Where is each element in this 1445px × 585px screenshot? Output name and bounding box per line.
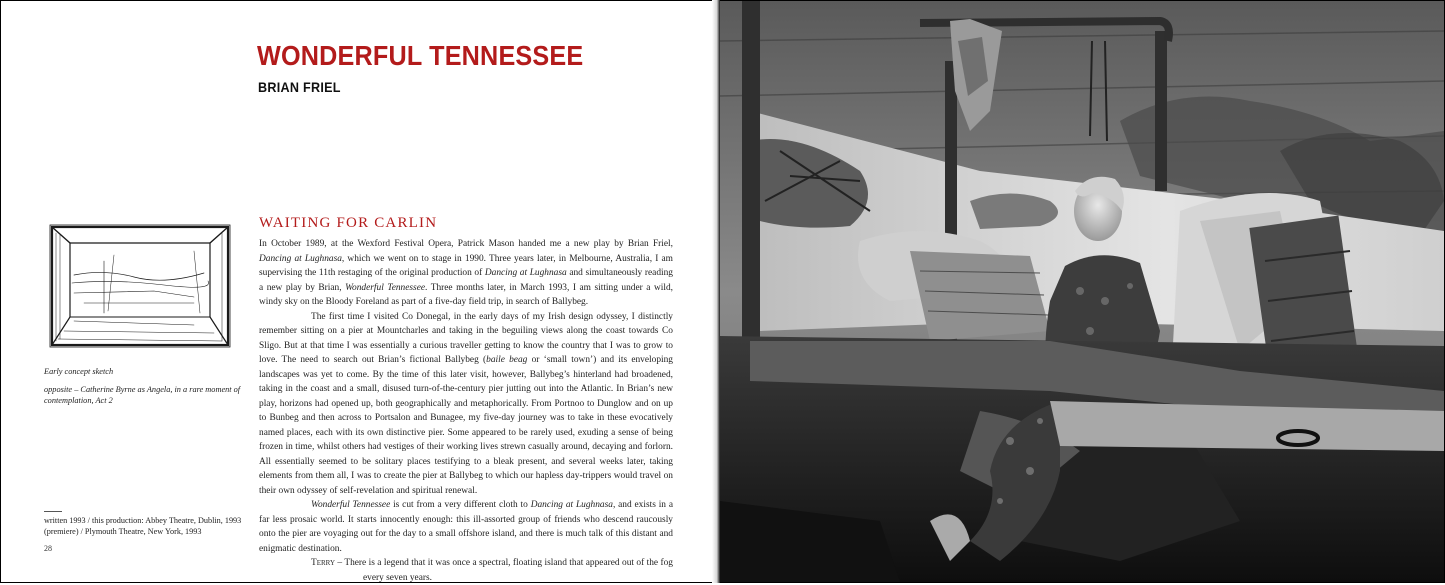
section-heading: WAITING FOR CARLIN (259, 215, 438, 231)
photo-caption: opposite – Catherine Byrne as Angela, in a rare moment of contemplation, Act 2 (44, 385, 241, 405)
text-run: In October 1989, at the Wexford Festival Opera, Patrick Mason handed me a new play by Brian Friel, (259, 239, 673, 249)
quote-text: – There is a legend that it was once a spectral, floating island that appeared out of the fog every seven years. (335, 558, 673, 583)
text-run: or ‘small town’) and its enveloping landscapes was yet to come. By the time of this later visit, however, Ballybeg’s hinterland had broadened, taking in the coast and a small, disused turn-of-the-century pier jutting out into the Atlantic. In Brian’s new play, horizons had opened up, both geographically and metaphorically. From Portnoo to Dunglow and on up to Bunbeg and then across to Portsalon and Bunagee, my five-day journey was to take in these evocatively named places, each with its own distinctive pier. Some appeared to be rarely used, exuding a sense of being frozen in time, whilst others had vestiges of their working lives strewn casually around, decaying and forlorn. All essentially seemed to be solitary places testifying to a bleak present, and several weeks later, taking elements from them all, I was to create the pier at Ballybeg to which our hapless day-trippers would travel on their own odyssey of self-revelation and spiritual renewal. (259, 355, 673, 496)
body-text (259, 237, 673, 585)
text-run: , which we went on to stage in 1990. Three years later, in Melbourne, Australia, I am supervising the 11th restaging of the original production of (259, 253, 673, 278)
quote-speaker: Terry (311, 558, 336, 568)
text-run: The first time I visited Co Donegal, in the early days of my Irish design odyssey, I distinctly remember sitting on a pier at Mountcharles and taking in the beguiling views along the coast towards Co Sligo. But at that time I was essentially a curious traveller getting to know the country that I was to grow to love. The need to search out Brian’s fictional Ballybeg ( (259, 311, 673, 365)
text-run: . Three months later, in March 1993, I am sitting under a wild, windy sky on the Bloody Foreland as part of a five-day field trip, in search of Ballybeg. (259, 282, 674, 307)
footnote-rule (44, 511, 62, 512)
paragraph-3 (259, 498, 673, 556)
italic-title: Wonderful Tennessee (311, 500, 391, 510)
stage-photograph (720, 1, 1444, 582)
play-title: WONDERFUL TENNESSEE (257, 40, 584, 71)
italic-title: Dancing at Lughnasa (259, 253, 342, 264)
concept-sketch-image (44, 221, 238, 351)
italic-title: Dancing at Lughnasa (484, 268, 567, 278)
book-gutter (712, 0, 720, 583)
text-run: and simultaneously reading a new play by Brian, (259, 268, 673, 293)
sketch-caption: Early concept sketch (44, 367, 114, 376)
quotation (311, 556, 673, 585)
text-run: is cut from a very different cloth to (390, 500, 531, 510)
text-run: , and exists in a far less prosaic world. It starts innocently enough: this ill-assorted group of friends who descend raucously onto the pier are voyaging out for the day to a small offshore island, and there is much talk of this distant and enigmatic destination. (259, 500, 673, 554)
italic-title: Wonderful Tennessee (345, 282, 426, 293)
italic-title: Dancing at Lughnasa (530, 500, 613, 510)
paragraph-1 (259, 237, 673, 310)
italic-title: baile beag (486, 355, 528, 365)
paragraph-2 (259, 310, 673, 499)
page-number: 28 (44, 544, 52, 553)
playwright-name: BRIAN FRIEL (258, 79, 341, 95)
production-footnote: written 1993 / this production: Abbey Theatre, Dublin, 1993 (premiere) / Plymouth Theatre, New York, 1993 (44, 516, 242, 536)
